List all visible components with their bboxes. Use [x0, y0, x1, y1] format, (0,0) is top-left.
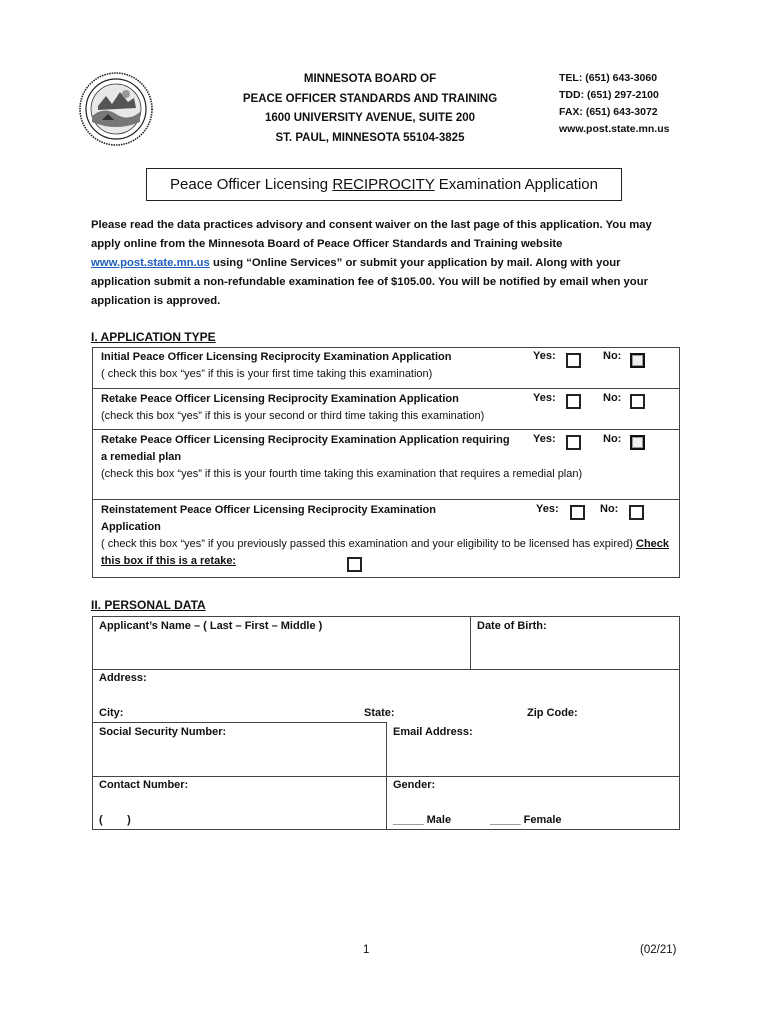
org-line: PEACE OFFICER STANDARDS AND TRAINING — [242, 92, 498, 105]
no-checkbox[interactable] — [630, 394, 645, 409]
row-title: Retake Peace Officer Licensing Reciprocity Examination Application — [101, 393, 459, 405]
retake-checkbox[interactable] — [347, 557, 362, 572]
gender-label: Gender: — [393, 779, 436, 791]
intro-text: Please read the data practices advisory and consent waiver on the last page of this application. You may apply online from the Minnesota Board of Peace Officer Standards and Training website — [91, 219, 652, 250]
org-line: MINNESOTA BOARD OF — [303, 73, 437, 85]
website-line: www.post.state.mn.us — [559, 123, 670, 135]
row-note: ( check this box “yes” if you previously passed this examination and your eligibility to be licensed has expired) — [101, 538, 636, 550]
yes-label: Yes: — [536, 503, 559, 515]
phone-area-code: ( ) — [99, 814, 131, 826]
application-type-table — [92, 347, 680, 578]
no-checkbox[interactable] — [630, 435, 645, 450]
state-label: State: — [364, 707, 395, 719]
website-link[interactable]: www.post.state.mn.us — [91, 257, 210, 269]
no-checkbox[interactable] — [630, 353, 645, 368]
gender-female-option[interactable]: _____ Female — [490, 814, 562, 826]
yes-label: Yes: — [533, 433, 556, 445]
org-line: ST. PAUL, MINNESOTA 55104-3825 — [275, 131, 465, 144]
yes-checkbox[interactable] — [570, 505, 585, 520]
row-note: ( check this box “yes” if this is your first time taking this examination) — [101, 368, 433, 380]
personal-data-table — [92, 616, 680, 830]
tdd-line: TDD: (651) 297-2100 — [559, 89, 659, 101]
yes-checkbox[interactable] — [566, 353, 581, 368]
email-label: Email Address: — [393, 726, 473, 738]
address-label: Address: — [99, 672, 147, 684]
row-note: (check this box “yes” if this is your fourth time taking this examination that requires a remedial plan) — [101, 468, 583, 480]
intro-paragraph — [91, 216, 681, 311]
yes-label: Yes: — [533, 392, 556, 404]
phone-line: TEL: (651) 643-3060 — [559, 72, 658, 84]
row-note: (check this box “yes” if this is your second or third time taking this examination) — [101, 410, 485, 422]
fax-line: FAX: (651) 643-3072 — [559, 106, 658, 118]
yes-label: Yes: — [533, 350, 556, 362]
no-label: No: — [603, 433, 622, 445]
zip-code-label: Zip Code: — [527, 707, 578, 719]
contact-info — [559, 70, 669, 138]
yes-checkbox[interactable] — [566, 394, 581, 409]
section-heading-personal-data: II. PERSONAL DATA — [91, 598, 206, 612]
section-heading-application-type: I. APPLICATION TYPE — [91, 330, 216, 344]
date-of-birth-label: Date of Birth: — [477, 620, 547, 632]
yes-checkbox[interactable] — [566, 435, 581, 450]
no-label: No: — [603, 392, 622, 404]
application-type-row — [93, 500, 679, 577]
form-title — [146, 168, 622, 201]
no-label: No: — [603, 350, 622, 362]
org-line: 1600 UNIVERSITY AVENUE, SUITE 200 — [264, 112, 476, 124]
application-type-row — [93, 348, 679, 389]
page-number: 1 — [363, 944, 370, 956]
contact-number-label: Contact Number: — [99, 779, 189, 791]
gender-male-option[interactable]: _____ Male — [393, 814, 452, 826]
title-before: Peace Officer Licensing — [170, 176, 333, 193]
intro-text: using “Online Services” or submit your application by mail. Along with your application submit a non-refundable examination fee of $105.00. You will be notified by email when your application is approved. — [91, 257, 649, 307]
applicant-name-label: Applicant’s Name – ( Last – First – Middle ) — [99, 620, 323, 632]
title-emphasis: RECIPROCITY — [332, 176, 435, 193]
row-title: Initial Peace Officer Licensing Reciprocity Examination Application — [101, 351, 452, 363]
city-label: City: — [99, 707, 124, 719]
application-type-row — [93, 430, 679, 500]
revision-date: (02/21) — [640, 944, 677, 956]
row-title: Retake Peace Officer Licensing Reciprocity Examination Application requiring a remedial plan — [101, 434, 510, 463]
no-label: No: — [600, 503, 619, 515]
organization-address — [230, 70, 510, 148]
row-title: Reinstatement Peace Officer Licensing Reciprocity Examination Application — [101, 504, 436, 533]
retake-label: Check this box if this is a retake: — [101, 538, 670, 567]
no-checkbox[interactable] — [629, 505, 644, 520]
ssn-label: Social Security Number: — [99, 726, 227, 738]
application-type-row — [93, 389, 679, 430]
state-seal-icon — [78, 70, 154, 148]
title-after: Examination Application — [434, 176, 598, 193]
